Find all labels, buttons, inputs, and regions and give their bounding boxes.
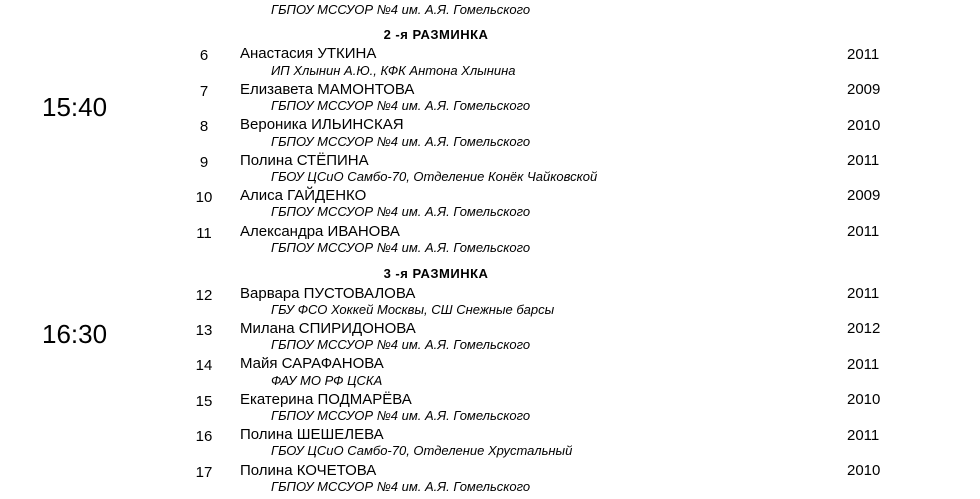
start-number: 15 [195, 393, 213, 410]
start-number: 12 [195, 287, 213, 304]
start-number: 8 [199, 118, 209, 135]
birth-year: 2011 [847, 427, 880, 444]
start-number: 6 [199, 47, 209, 64]
entry-club: ГБПОУ МССУОР №4 им. А.Я. Гомельского [271, 240, 531, 255]
start-number: 7 [199, 83, 209, 100]
entry-club: ГБПОУ МССУОР №4 им. А.Я. Гомельского [271, 204, 531, 219]
skater-name: Александра ИВАНОВА [240, 223, 400, 240]
birth-year: 2011 [847, 285, 880, 302]
birth-year: 2009 [847, 81, 881, 98]
warmup-time: 16:30 [42, 319, 108, 349]
start-number: 16 [195, 428, 213, 445]
birth-year: 2011 [847, 46, 880, 63]
skater-name: Вероника ИЛЬИНСКАЯ [240, 116, 404, 133]
birth-year: 2011 [847, 223, 880, 240]
start-number: 10 [195, 189, 213, 206]
birth-year: 2010 [847, 462, 881, 479]
warmup-heading: 3 -я РАЗМИНКА [383, 266, 489, 281]
entry-club: ГБПОУ МССУОР №4 им. А.Я. Гомельского [271, 134, 531, 149]
skater-name: Полина СТЁПИНА [240, 152, 369, 169]
skater-name: Полина КОЧЕТОВА [240, 462, 377, 479]
entry-club: ФАУ МО РФ ЦСКА [271, 373, 383, 388]
entry-club: ГБУ ФСО Хоккей Москвы, СШ Снежные барсы [271, 302, 555, 317]
skater-name: Милана СПИРИДОНОВА [240, 320, 416, 337]
skater-name: Елизавета МАМОНТОВА [240, 81, 415, 98]
entry-club: ГБПОУ МССУОР №4 им. А.Я. Гомельского [271, 337, 531, 352]
entry-club: ГБПОУ МССУОР №4 им. А.Я. Гомельского [271, 479, 531, 494]
skater-name: Алиса ГАЙДЕНКО [240, 187, 367, 204]
birth-year: 2010 [847, 117, 881, 134]
start-number: 14 [195, 357, 213, 374]
birth-year: 2011 [847, 356, 880, 373]
skater-name: Майя САРАФАНОВА [240, 355, 384, 372]
birth-year: 2009 [847, 187, 881, 204]
birth-year: 2012 [847, 320, 881, 337]
entry-club: ГБПОУ МССУОР №4 им. А.Я. Гомельского [271, 2, 531, 17]
skater-name: Екатерина ПОДМАРЁВА [240, 391, 412, 408]
entry-club: ГБПОУ МССУОР №4 им. А.Я. Гомельского [271, 408, 531, 423]
start-number: 11 [196, 225, 212, 242]
skater-name: Анастасия УТКИНА [240, 45, 377, 62]
warmup-time: 15:40 [42, 92, 108, 122]
birth-year: 2011 [847, 152, 880, 169]
entry-club: ГБПОУ МССУОР №4 им. А.Я. Гомельского [271, 98, 531, 113]
entry-club: ГБОУ ЦСиО Самбо-70, Отделение Хрустальный [271, 443, 573, 458]
skater-name: Полина ШЕШЕЛЕВА [240, 426, 384, 443]
start-number: 13 [195, 322, 213, 339]
entry-club: ГБОУ ЦСиО Самбо-70, Отделение Конёк Чайковской [271, 169, 598, 184]
entry-club: ИП Хлынин А.Ю., КФК Антона Хлынина [271, 63, 516, 78]
warmup-heading: 2 -я РАЗМИНКА [383, 27, 489, 42]
start-number: 17 [195, 464, 213, 481]
start-number: 9 [199, 154, 209, 171]
skater-name: Варвара ПУСТОВАЛОВА [240, 285, 416, 302]
birth-year: 2010 [847, 391, 881, 408]
